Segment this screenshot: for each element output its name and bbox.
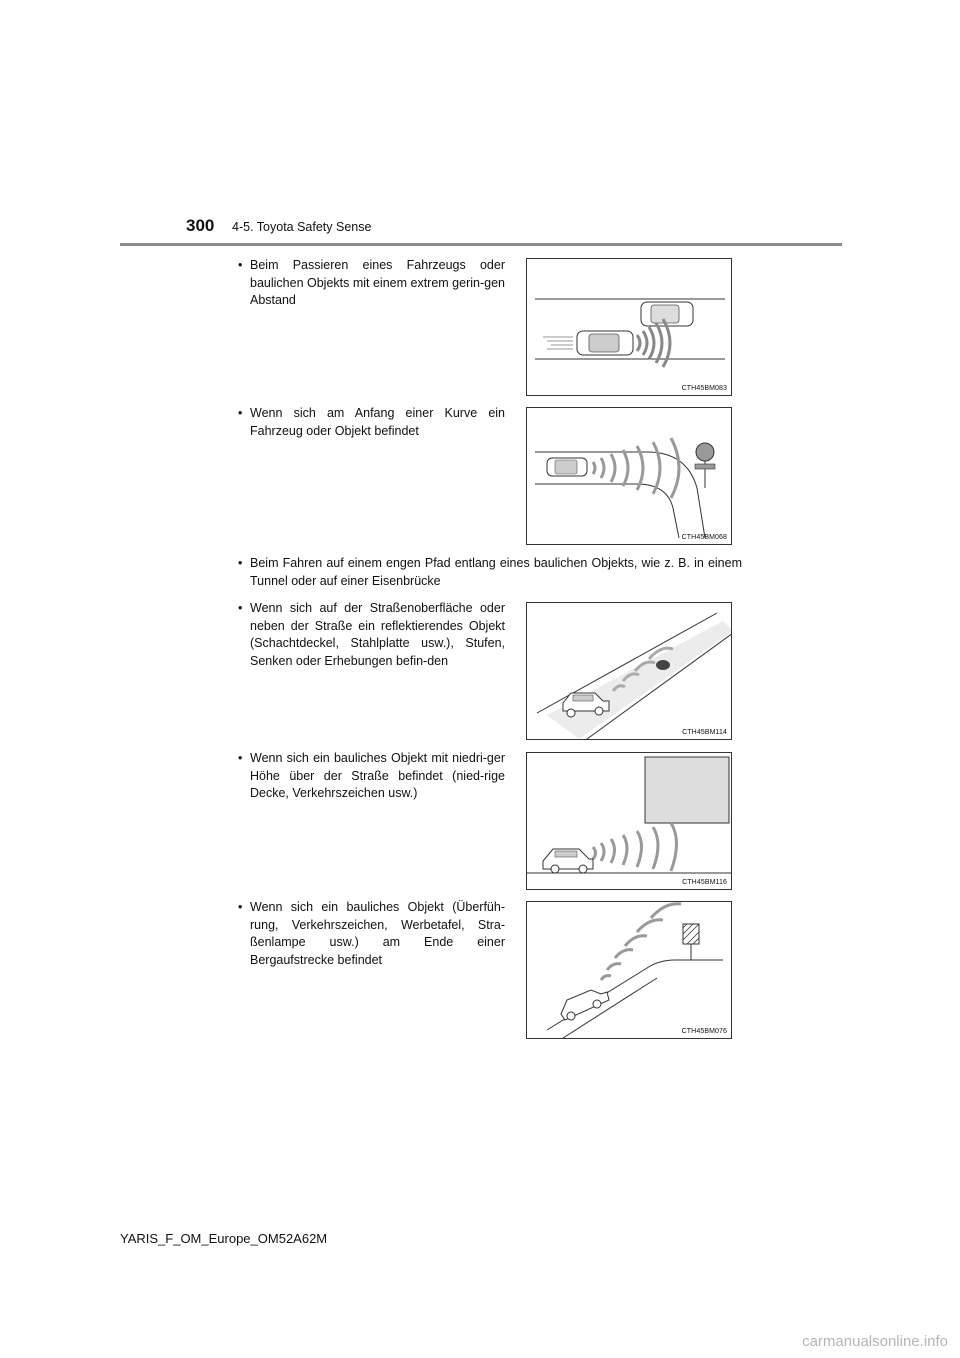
- page-number: 300: [186, 216, 215, 235]
- bullet: •: [238, 601, 243, 615]
- own-vehicle-shape: [577, 331, 633, 355]
- figure-low-structure: [526, 752, 732, 890]
- section-title: 4-5. Toyota Safety Sense: [232, 220, 372, 234]
- figure-curve-start: [526, 407, 732, 545]
- list-item: [238, 257, 505, 310]
- list-item: [238, 750, 505, 803]
- list-item: [238, 600, 505, 670]
- list-item: [238, 555, 742, 590]
- item-text: Beim Fahren auf einem engen Pfad entlang eines baulichen Objekts, wie z. B. in einem Tunnel oder auf einer Eisenbrücke: [250, 556, 742, 588]
- figure-code: CTH45BM068: [681, 534, 727, 541]
- bullet: •: [238, 751, 243, 765]
- item-text: Wenn sich ein bauliches Objekt mit niedri-ger Höhe über der Straße befindet (nied-rige Decke, Verkehrszeichen usw.): [250, 751, 505, 801]
- figure-code: CTH45BM116: [682, 879, 727, 886]
- figure-code: CTH45BM114: [682, 729, 727, 736]
- figure-passing-vehicle: [526, 258, 732, 396]
- figure-reflective-object: [526, 602, 732, 740]
- item-text: Wenn sich auf der Straßenoberfläche oder neben der Straße ein reflektierendes Objekt (Schachtdeckel, Stahlplatte usw.), Stufen, Senken oder Erhebungen befin-den: [250, 601, 505, 668]
- item-text: Wenn sich am Anfang einer Kurve ein Fahrzeug oder Objekt befindet: [250, 406, 505, 438]
- item-text: Wenn sich ein bauliches Objekt (Überfüh-rung, Verkehrszeichen, Werbetafel, Stra-ßenlampe usw.) am Ende einer Bergaufstrecke befindet: [250, 900, 505, 967]
- vehicle-shape: [543, 849, 593, 873]
- header-rule: [120, 243, 842, 246]
- figure-uphill-structure: [526, 901, 732, 1039]
- figure-code: CTH45BM076: [681, 1028, 727, 1035]
- list-item: [238, 405, 505, 440]
- item-text: Beim Passieren eines Fahrzeugs oder baulichen Objekts mit einem extrem gerin-gen Abstand: [250, 258, 505, 308]
- front-vehicle-shape: [641, 302, 693, 326]
- bullet: •: [238, 900, 243, 914]
- bullet: •: [238, 258, 243, 272]
- footer-model-code: YARIS_F_OM_Europe_OM52A62M: [120, 1231, 328, 1246]
- bullet: •: [238, 406, 243, 420]
- watermark: carmanualsonline.info: [802, 1333, 948, 1350]
- figure-code: CTH45BM083: [681, 385, 727, 392]
- bullet: •: [238, 556, 243, 570]
- vehicle-shape: [561, 990, 609, 1020]
- list-item: [238, 899, 505, 969]
- vehicle-shape: [547, 458, 587, 476]
